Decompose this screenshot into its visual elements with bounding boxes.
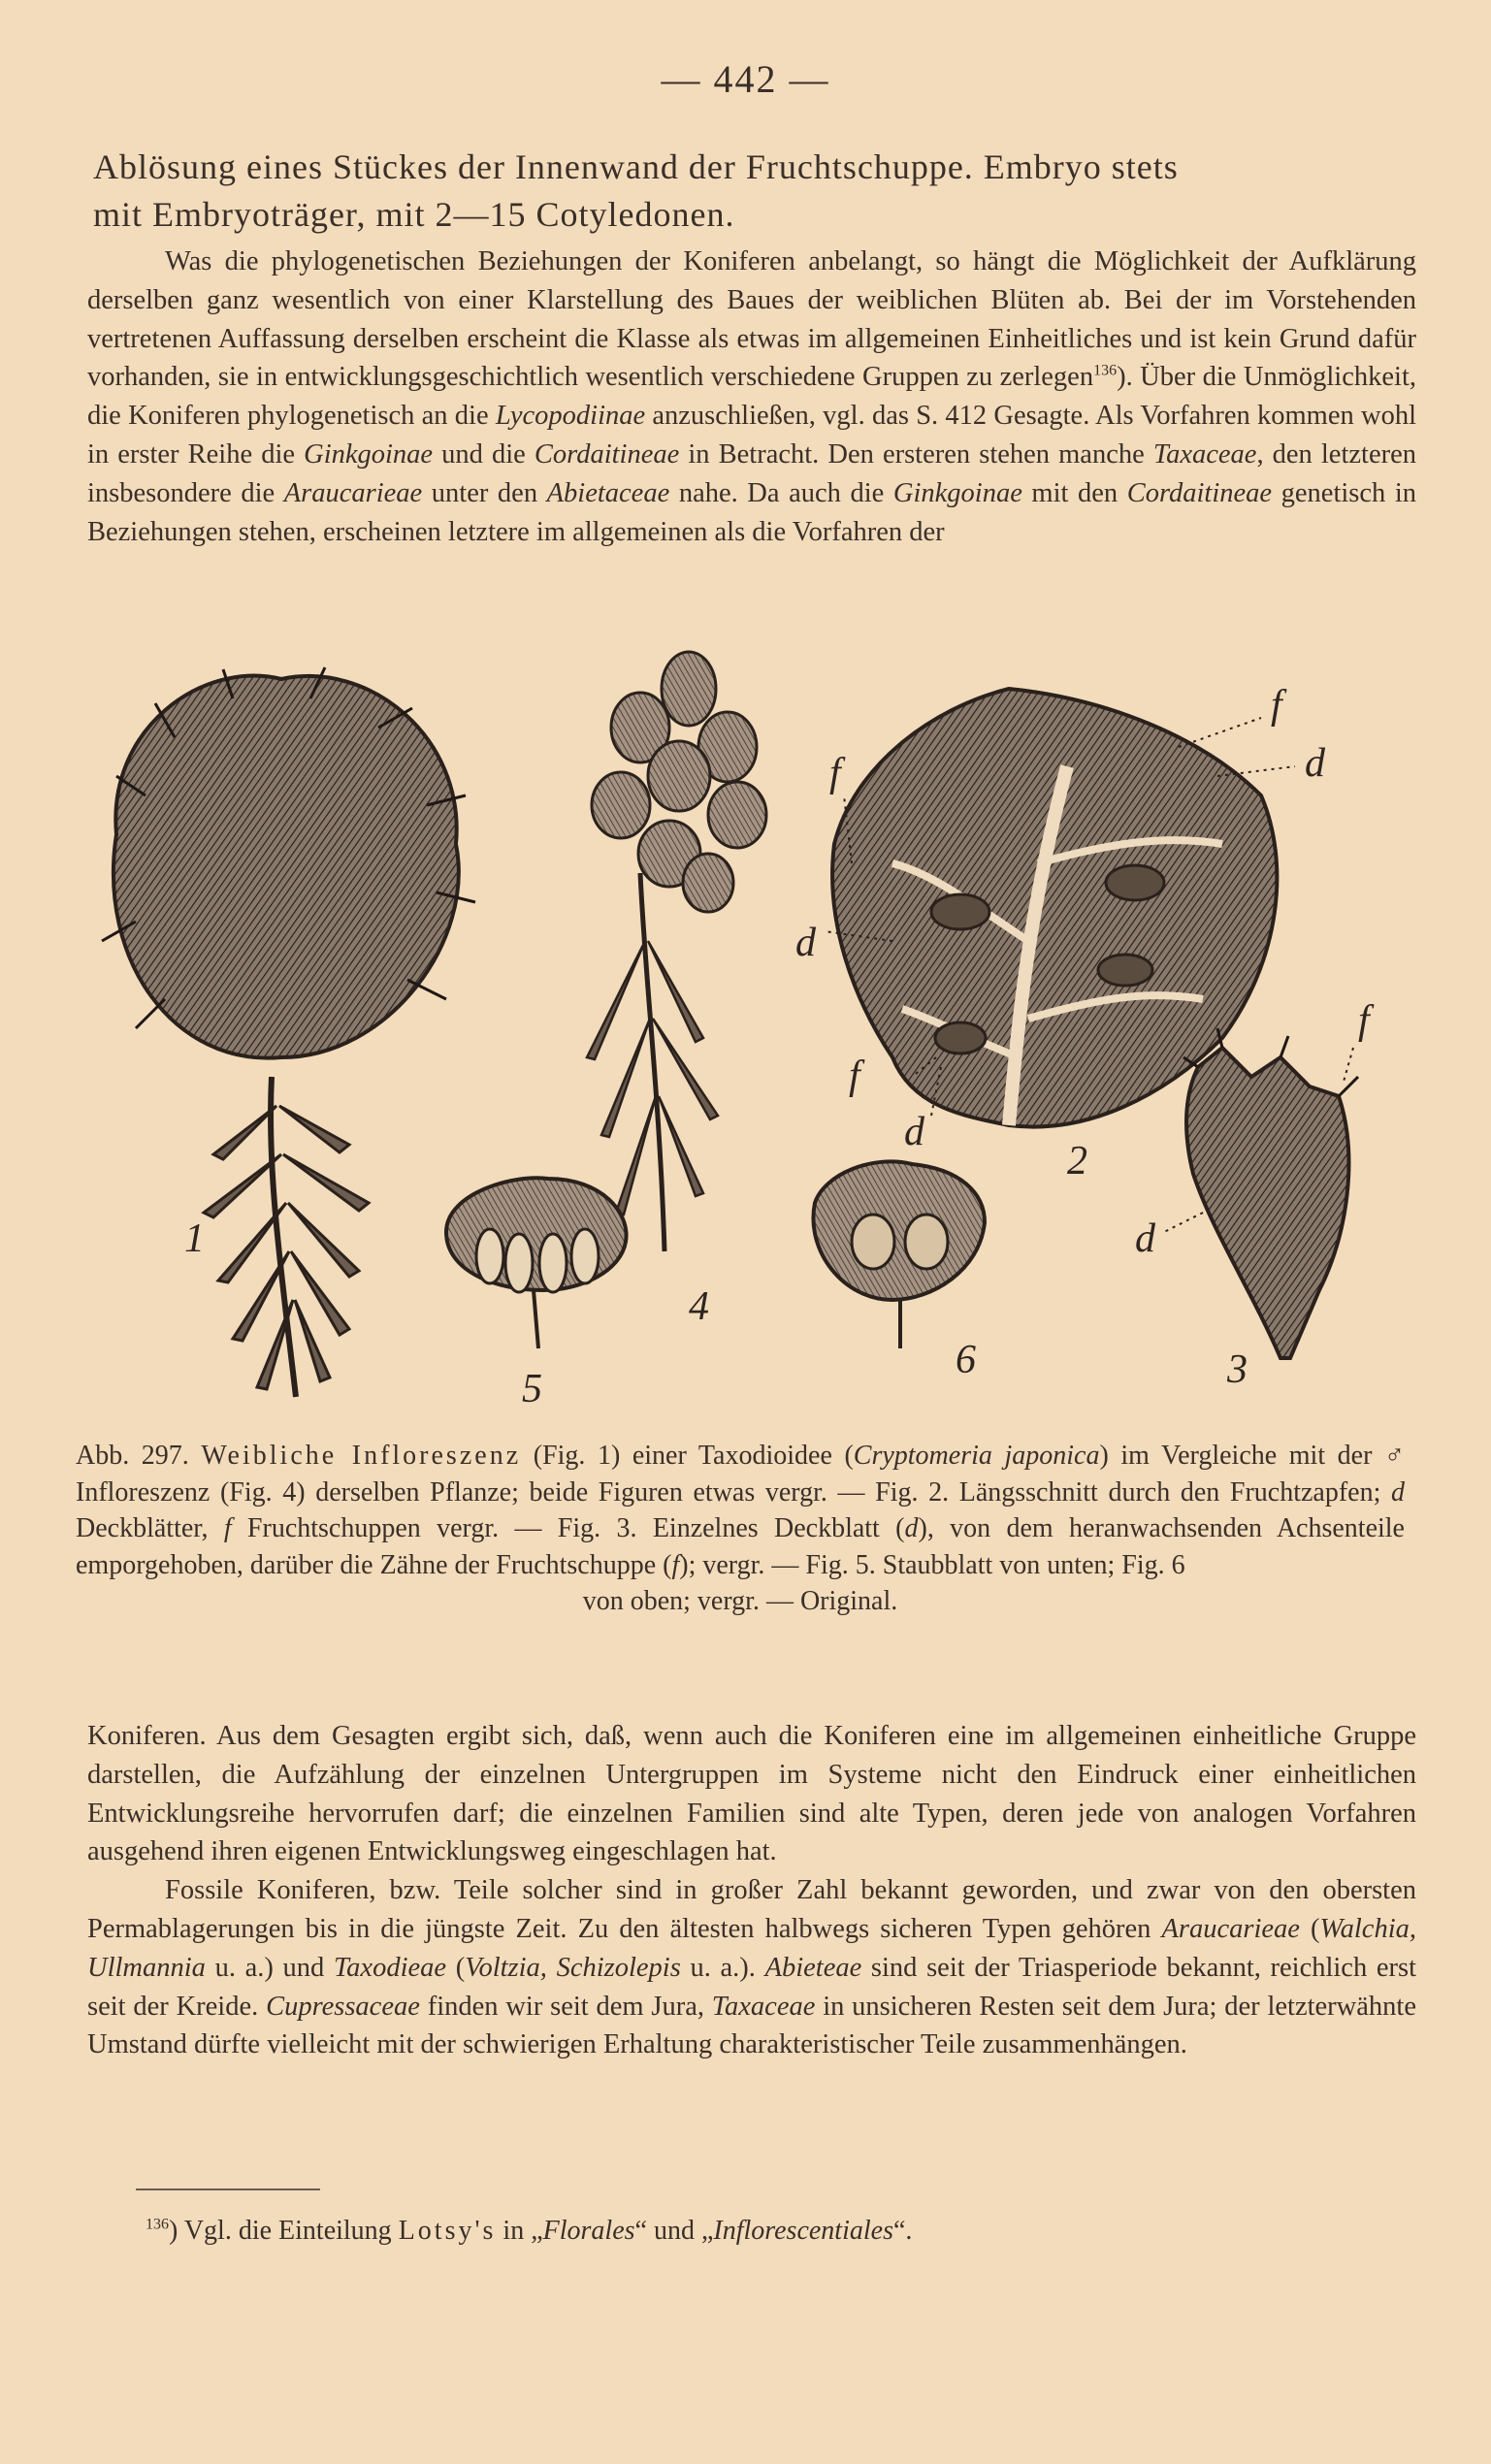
footnote-number: 136 [146, 2216, 169, 2233]
fig2-label-d-top: d [1305, 741, 1325, 786]
fig3-label: 3 [1227, 1347, 1248, 1392]
fig5-stamen-below-drawing [446, 1178, 627, 1411]
footnote-136: $^{136}$) Vgl. die Einteilung Lotsy's in „Florales“ und „Inflorescentiales“. [146, 2216, 913, 2246]
fig1-label: 1 [184, 1216, 205, 1261]
paragraph-fossils [87, 1717, 1416, 2064]
fig4-label: 4 [689, 1284, 709, 1329]
fig5-label: 5 [522, 1367, 542, 1411]
lead-line-2: mit Embryoträger, mit 2—15 Cotyledonen. [93, 195, 735, 234]
paragraph-koniferen: Koniferen. Aus dem Gesagten ergibt sich, daß, wenn auch die Koniferen eine im allgemeinen einheitliche Gruppe darstellen, die Aufzählung der einzelnen Untergruppen im Systeme nicht den Eindruck einer einheitlichen Entwicklungsreihe hervorrufen darf; die einzelnen Familien sind alte Typen, deren jede von analogen Vorfahren ausgehend ihren eigenen Entwicklungsweg eingeschlagen hat. [87, 1721, 1416, 1867]
paragraph-text: Was die phylogenetischen Beziehungen der Koniferen anbelangt, so hängt die Möglichkeit der Aufklärung derselben ganz wesentlich von einer Klarstellung des Baues der weiblichen Blüten ab. Bei der im Vorstehenden vertretenen Auffassung derselben erscheint die Klasse als etwas im allgemeinen Einheitliches und ist kein Grund dafür vorhanden, sie in entwicklungsgeschichtlich wesentlich verschiedene Gruppen zu zerlegen$^{136}$). Über die Unmöglichkeit, die Koniferen phylogenetisch an die Lycopodiinae anzuschließen, vgl. das S. 412 Gesagte. Als Vorfahren kommen wohl in erster Reihe die Ginkgoinae und die Cordaitineae in Betracht. Den ersteren stehen manche Taxaceae, den letzteren insbesondere die Araucarieae unter den Abietaceae nahe. Da auch die Ginkgoinae mit den Cordaitineae genetisch in Beziehungen stehen, erscheinen letztere im allgemeinen als die Vorfahren der [87, 246, 1417, 547]
fig1-female-cone-drawing [102, 667, 475, 1397]
footnote-ref[interactable]: 136 [1093, 362, 1118, 379]
page-number: — 442 — [661, 57, 830, 101]
lead-line-1: Ablösung eines Stückes der Innenwand der Fruchtschuppe. Embryo stets [93, 147, 1179, 186]
footnote-rule [136, 2188, 320, 2190]
fig6-stamen-above-drawing [813, 1161, 985, 1382]
fig2-label-f-top: f [1271, 683, 1282, 728]
fig6-label: 6 [956, 1338, 976, 1382]
fig3-label-d: d [1135, 1216, 1155, 1261]
figure-illustration [58, 650, 1436, 1426]
fig2-label-f-bottom: f [849, 1054, 860, 1098]
lead-paragraph [93, 144, 1422, 239]
fig2-label: 2 [1067, 1139, 1087, 1183]
paragraph-fossile: Fossile Koniferen, bzw. Teile solcher sind in großer Zahl bekannt geworden, und zwar von den obersten Permablagerungen bis in die jüngste Zeit. Zu den ältesten halbwegs sicheren Typen gehören Araucarieae (Walchia, Ullmannia u. a.) und Taxodieae (Voltzia, Schizolepis u. a.). Abieteae sind seit der Triasperiode bekannt, reichlich erst seit der Kreide. Cupressaceae finden wir seit dem Jura, Taxaceae in unsicheren Resten seit dem Jura; der letzterwähnte Umstand dürfte vielleicht mit der schwierigen Erhaltung charakteristischer Teile zusammenhängen. [87, 1875, 1417, 2060]
caption-last-line: von oben; vergr. — Original. [582, 1586, 898, 1616]
fig2-label-f-left: f [829, 751, 841, 795]
fig2-label-d-left: d [795, 921, 816, 965]
paragraph-phylogeny [87, 243, 1416, 551]
fig2-label-d-bottom: d [904, 1110, 924, 1154]
fig3-label-f: f [1358, 998, 1370, 1043]
figure-caption: Abb. 297. Weibliche Infloreszenz (Fig. 1) einer Taxodioidee (Cryptomeria japonica) im Vergleiche mit der ♂ Infloreszenz (Fig. 4) derselben Pflanze; beide Figuren etwas vergr. — Fig. 2. Längsschnitt durch den Fruchtzapfen; d Deckblätter, f Fruchtschuppen vergr. — Fig. 3. Einzelnes Deckblatt (d), von dem heranwachsenden Achsenteile emporgehoben, darüber die Zähne der Fruchtschuppe (f); vergr. — Fig. 5. Staubblatt von unten; Fig. 6 von oben; vergr. — Original. [76, 1438, 1405, 1620]
